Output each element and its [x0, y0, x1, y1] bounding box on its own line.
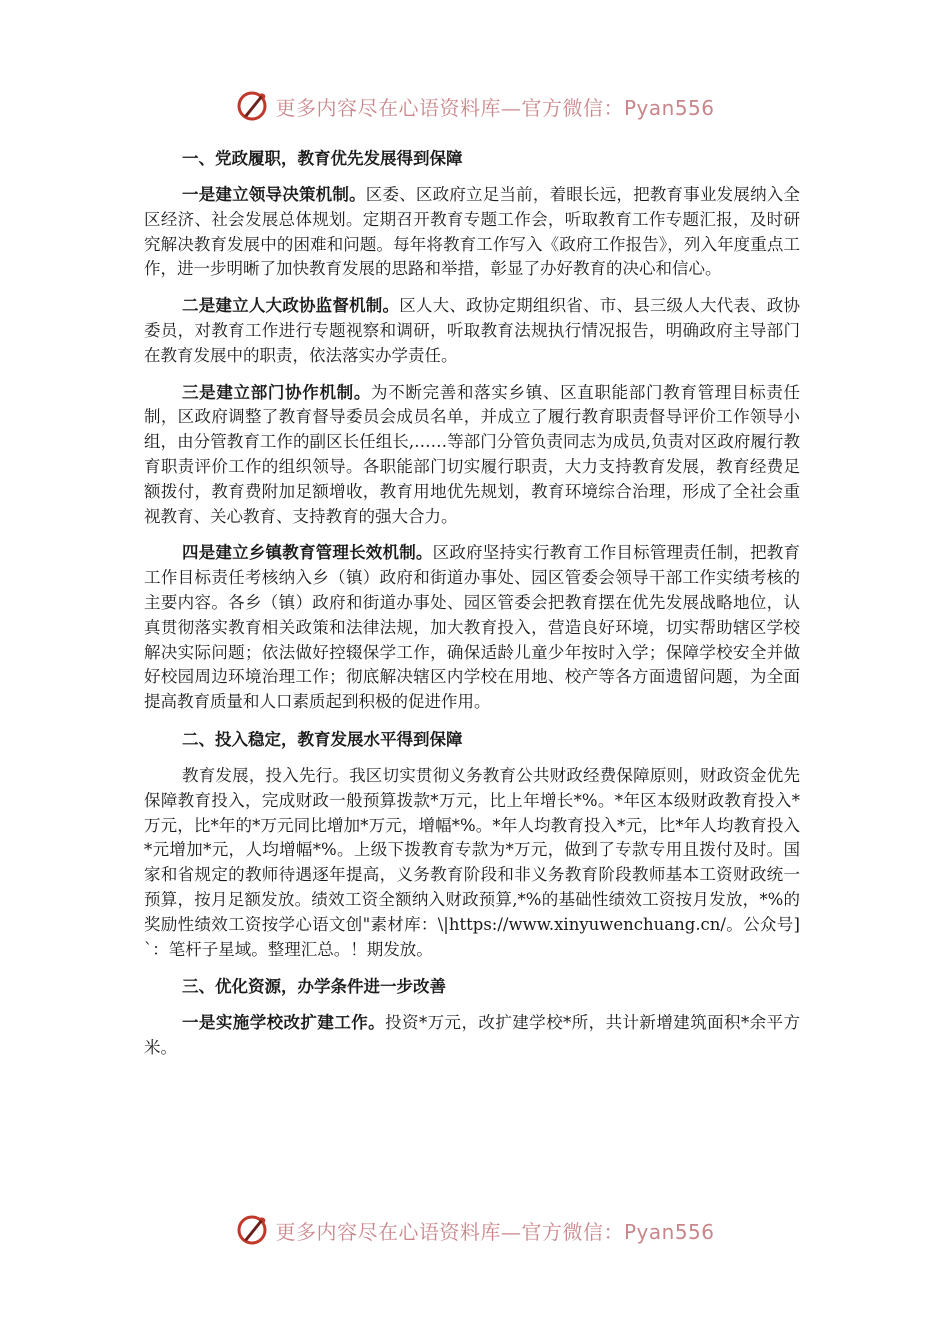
banner-wechat-id: Pyan556	[623, 1219, 715, 1244]
paragraph-1-2	[144, 294, 800, 368]
paragraph-2-1	[144, 764, 800, 962]
paragraph-lead: 一是实施学校改扩建工作。	[182, 1013, 386, 1033]
paragraph-body: 区政府坚持实行教育工作目标管理责任制，把教育工作目标责任考核纳入乡（镇）政府和街道办事处、园区管委会领导干部工作实绩考核的主要内容。各乡（镇）政府和街道办事处、园区管委会把教育摆在优先发展战略地位，认真贯彻落实教育相关政策和法律法规，加大教育投入，营造良好环境，切实帮助辖区学校解决实际问题；依法做好控辍保学工作，确保适龄儿童少年按时入学；保障学校安全并做好校园周边环境治理工作；彻底解决辖区内学校在用地、校产等各方面遗留问题，为全面提高教育质量和人口素质起到积极的促进作用。	[144, 543, 801, 712]
banner-wechat-id: Pyan556	[623, 95, 715, 120]
section-heading-3: 三、优化资源，办学条件进一步改善	[182, 977, 446, 997]
footer-banner	[0, 1210, 950, 1250]
paragraph-body: 教育发展，投入先行。我区切实贯彻义务教育公共财政经费保障原则，财政资金优先保障教育投入，完成财政一般预算拨款*万元，比上年增长*%。*年区本级财政教育投入*万元，比*年的*万元同比增加*万元，增幅*%。*年人均教育投入*元，比*年人均教育投入*元增加*元，人均增幅*%。上级下拨教育专款为*万元，做到了专款专用且拨付及时。国家和省规定的教师待遇逐年提高，义务教育阶段和非义务教育阶段教师基本工资财政统一预算，按月足额发放。绩效工资全额纳入财政预算,*%的基础性绩效工资按月发放，*%的奖励性绩效工资按学心语文创"素材库：\|https://www.xinyuwenchuang.cn/。公众号]`：笔杆子星域。整理汇总。！期发放。	[144, 765, 800, 959]
section-heading-1: 一、党政履职，教育优先发展得到保障	[182, 149, 463, 168]
paragraph-lead: 二是建立人大政协监督机制。	[182, 296, 400, 316]
quill-logo-icon	[235, 1213, 269, 1247]
document-body	[144, 146, 800, 1073]
header-banner	[0, 86, 950, 126]
paragraph-body: 区人大、政协定期组织省、市、县三级人大代表、政协委员，对教育工作进行专题视察和调研，听取教育法规执行情况报告，明确政府主导部门在教育发展中的职责，依法落实办学责任。	[144, 296, 801, 365]
paragraph-body: 投资*万元，改扩建学校*所，共计新增建筑面积*余平方米。	[144, 1013, 801, 1058]
paragraph-3-1	[144, 1011, 800, 1061]
quill-logo-icon	[235, 89, 269, 123]
banner-promo-text: 更多内容尽在心语资料库—官方微信：	[275, 95, 624, 120]
banner-text	[275, 1216, 714, 1245]
paragraph-1-1	[144, 183, 800, 282]
paragraph-body: 区委、区政府立足当前，着眼长远，把教育事业发展纳入全区经济、社会发展总体规划。定期召开教育专题工作会，听取教育工作专题汇报，及时研究解决教育发展中的困难和问题。每年将教育工作写入《政府工作报告》，列入年度重点工作，进一步明晰了加快教育发展的思路和举措，彰显了办好教育的决心和信心。	[144, 185, 801, 279]
paragraph-body: 为不断完善和落实乡镇、区直职能部门教育管理目标责任制，区政府调整了教育督导委员会成员名单，并成立了履行教育职责督导评价工作领导小组，由分管教育工作的副区长任组长,……等部门分管负责同志为成员,负责对区政府履行教育职责评价工作的组织领导。各职能部门切实履行职责，大力支持教育发展，教育经费足额拨付，教育费附加足额增收，教育用地优先规划，教育环境综合治理，形成了全社会重视教育、关心教育、支持教育的强大合力。	[144, 382, 801, 526]
banner-text	[275, 92, 714, 121]
paragraph-lead: 三是建立部门协作机制。	[182, 382, 372, 402]
paragraph-1-4	[144, 541, 800, 715]
paragraph-lead: 四是建立乡镇教育管理长效机制。	[182, 543, 433, 563]
paragraph-lead: 一是建立领导决策机制。	[182, 185, 366, 204]
paragraph-1-3	[144, 381, 800, 530]
section-heading-2: 二、投入稳定，教育发展水平得到保障	[182, 729, 463, 749]
banner-promo-text: 更多内容尽在心语资料库—官方微信：	[275, 1219, 624, 1244]
